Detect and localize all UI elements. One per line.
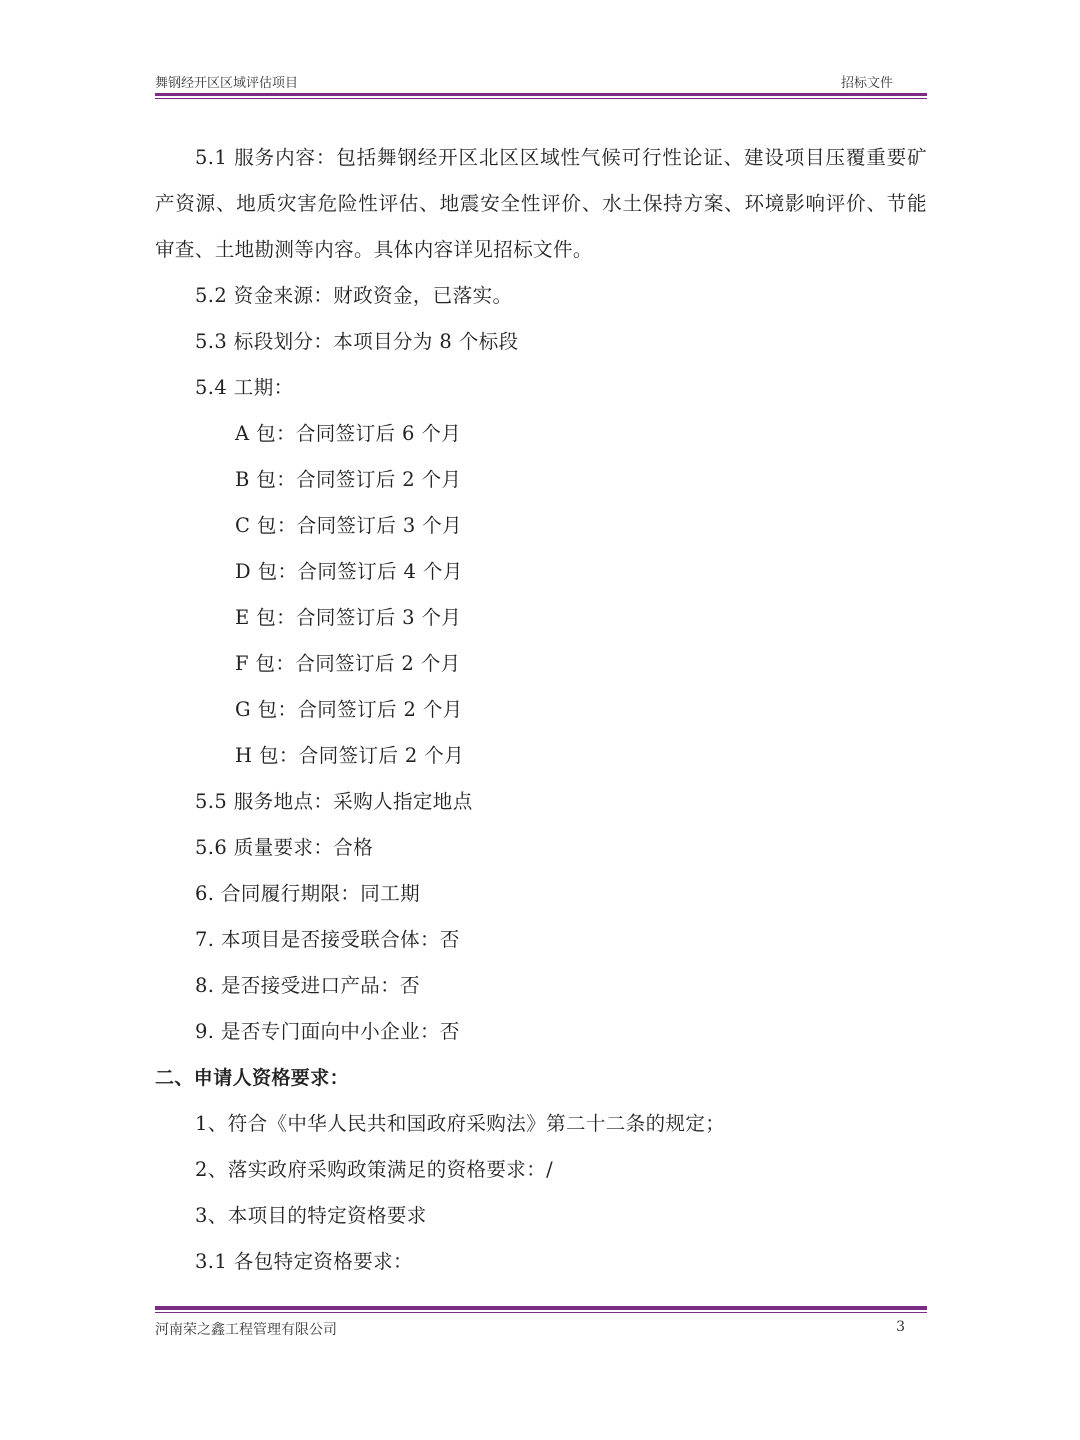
package-e-period: E 包：合同签订后 3 个月	[235, 606, 462, 629]
paragraph-5-5: 5.5 服务地点：采购人指定地点	[195, 790, 473, 813]
paragraph-6: 6. 合同履行期限：同工期	[195, 882, 421, 905]
package-f-period: F 包：合同签订后 2 个月	[235, 652, 461, 675]
paragraph-5-4: 5.4 工期：	[195, 376, 294, 399]
package-d-period: D 包：合同签订后 4 个月	[235, 560, 463, 583]
requirement-2: 2、落实政府采购政策满足的资格要求：/	[195, 1158, 554, 1181]
section-2-heading: 二、申请人资格要求：	[155, 1067, 350, 1089]
paragraph-7: 7. 本项目是否接受联合体：否	[195, 928, 460, 951]
header-doc-type: 招标文件	[840, 76, 893, 91]
paragraph-5-1: 5.1 服务内容：包括舞钢经开区北区区域性气候可行性论证、建设项目压覆重要矿产资源、地质灾害危险性评估、地震安全性评价、水土保持方案、环境影响评价、节能审查、土地勘测等内容。具体内容详见招标文件。	[155, 146, 927, 261]
page-footer	[155, 1319, 905, 1341]
paragraph-5-6: 5.6 质量要求：合格	[195, 836, 374, 859]
package-c-period: C 包：合同签订后 3 个月	[235, 514, 463, 537]
header-rule-thin	[155, 98, 927, 99]
requirement-3-1: 3.1 各包特定资格要求：	[195, 1250, 413, 1273]
package-g-period: G 包：合同签订后 2 个月	[235, 698, 463, 721]
requirement-3: 3、本项目的特定资格要求	[195, 1204, 427, 1227]
footer-rule-thick	[155, 1306, 927, 1310]
paragraph-9: 9. 是否专门面向中小企业：否	[195, 1020, 460, 1043]
paragraph-8: 8. 是否接受进口产品：否	[195, 974, 421, 997]
header-project-title: 舞钢经开区区域评估项目	[155, 76, 299, 91]
requirement-1: 1、符合《中华人民共和国政府采购法》第二十二条的规定；	[195, 1112, 726, 1135]
package-h-period: H 包：合同签订后 2 个月	[235, 744, 465, 767]
header-rule-thick	[155, 93, 927, 96]
footer-company: 河南荣之鑫工程管理有限公司	[155, 1322, 337, 1338]
paragraph-5-3: 5.3 标段划分：本项目分为 8 个标段	[195, 330, 519, 353]
footer-rule-thin	[155, 1312, 927, 1313]
paragraph-5-2: 5.2 资金来源：财政资金，已落实。	[195, 284, 513, 307]
package-b-period: B 包：合同签订后 2 个月	[235, 468, 462, 491]
page-number: 3	[896, 1319, 905, 1335]
document-body	[155, 135, 927, 1285]
package-a-period: A 包：合同签订后 6 个月	[235, 422, 462, 445]
page-header	[155, 72, 925, 94]
